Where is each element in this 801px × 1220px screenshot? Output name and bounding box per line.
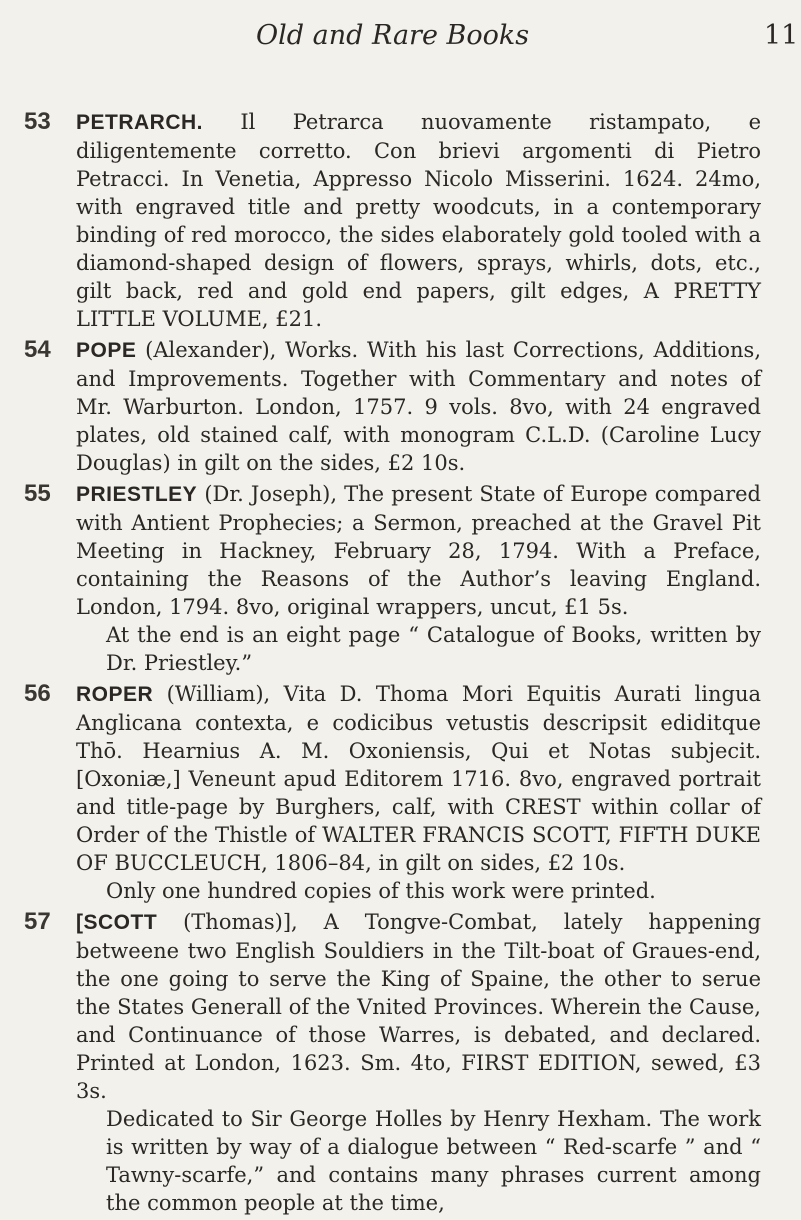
- entry-description: (Dr. Joseph), The present State of Europe compared with Antient Prophecies; a Sermon, preached at the Gravel Pit Meeting in Hackney, February 28, 1794. With a Preface, containing the Reasons of the Author’s leaving England. London, 1794. 8vo, original wrappers, uncut, £1 5s.: [76, 482, 761, 619]
- entry-number: 56: [24, 680, 51, 707]
- entry-author: PETRARCH.: [76, 111, 204, 134]
- entry-author: [SCOTT: [76, 911, 158, 934]
- entry-number: 53: [24, 108, 51, 135]
- catalogue-entry-54: [0, 336, 801, 477]
- page-number: 11: [764, 20, 799, 51]
- entry-description: Il Petrarca nuovamente ristampato, e diligentemente corretto. Con brievi argomenti di Pietro Petracci. In Venetia, Appresso Nicolo Misserini. 1624. 24mo, with engraved title and pretty woodcuts, in a contemporary binding of red morocco, the sides elaborately gold tooled with a diamond-shaped design of flowers, sprays, whirls, dots, etc., gilt back, red and gold end papers, gilt edges, A PRETTY LITTLE VOLUME, £21.: [76, 110, 761, 331]
- catalogue-entries: [0, 108, 801, 1220]
- entry-text: [76, 108, 761, 333]
- catalogue-entry-55: [0, 480, 801, 677]
- entry-description: (Thomas)], A Tongve-Combat, lately happening betweene two English Souldiers in the Tilt-boat of Graues-end, the one going to serve the King of Spaine, the other to serue the States Generall of the Vnited Provinces. Wherein the Cause, and Continuance of those Warres, is debated, and declared. Printed at London, 1623. Sm. 4to, FIRST EDITION, sewed, £3 3s.: [76, 910, 761, 1103]
- entry-description: (Alexander), Works. With his last Corrections, Additions, and Improvements. Together with Commentary and notes of Mr. Warburton. London, 1757. 9 vols. 8vo, with 24 engraved plates, old stained calf, with monogram C.L.D. (Caroline Lucy Douglas) in gilt on the sides, £2 10s.: [76, 338, 761, 475]
- entry-text: [76, 336, 761, 477]
- entry-author: POPE: [76, 339, 137, 362]
- page-header: [0, 6, 801, 66]
- entry-author: ROPER: [76, 683, 154, 706]
- entry-note: Dedicated to Sir George Holles by Henry Hexham. The work is written by way of a dialogue between “ Red-scarfe ” and “ Tawny-scarfe,” and contains many phrases current among the common people at the time,: [106, 1107, 761, 1215]
- entry-text: [76, 480, 761, 621]
- entry-note: Only one hundred copies of this work were printed.: [106, 879, 656, 903]
- entry-text: [76, 680, 761, 877]
- entry-number: 57: [24, 908, 51, 935]
- catalogue-entry-57: [0, 908, 801, 1217]
- entry-description: (William), Vita D. Thoma Mori Equitis Aurati lingua Anglicana contexta, e codicibus vetustis descripsit ediditque Thō. Hearnius A. M. Oxoniensis, Qui et Notas subjecit. [Oxoniæ,] Veneunt apud Editorem 1716. 8vo, engraved portrait and title-page by Burghers, calf, with CREST within collar of Order of the Thistle of WALTER FRANCIS SCOTT, FIFTH DUKE OF BUCCLEUCH, 1806–84, in gilt on sides, £2 10s.: [76, 682, 761, 875]
- entry-number: 54: [24, 336, 51, 363]
- entry-text: [76, 908, 761, 1105]
- entry-note: At the end is an eight page “ Catalogue of Books, written by Dr. Priestley.”: [106, 623, 761, 675]
- catalogue-entry-56: [0, 680, 801, 905]
- entry-author: PRIESTLEY: [76, 483, 198, 506]
- running-title: Old and Rare Books: [256, 20, 530, 51]
- catalogue-entry-53: [0, 108, 801, 333]
- entry-number: 55: [24, 480, 51, 507]
